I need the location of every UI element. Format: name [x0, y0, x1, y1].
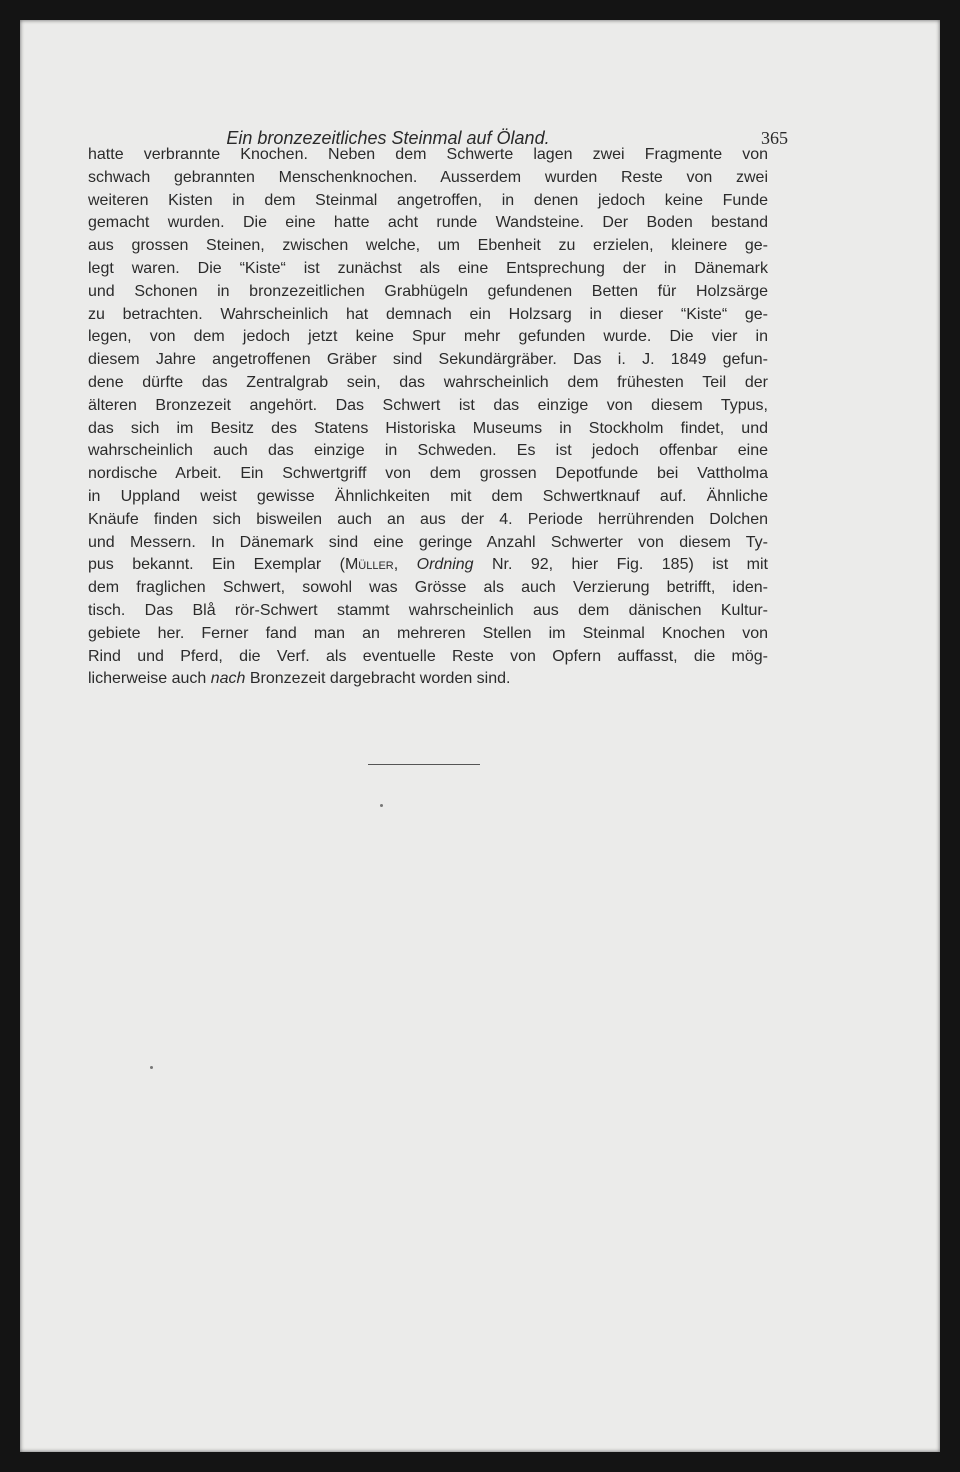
- scan-speck: [380, 804, 383, 807]
- text-line: legt waren. Die “Kiste“ ist zunächst als eine Entsprechung der in Dänemark: [88, 259, 768, 277]
- text-segment: licherweise auch: [88, 670, 211, 688]
- page-number: 365: [761, 128, 788, 148]
- text-line: gemacht wurden. Die eine hatte acht runde Wandsteine. Der Boden bestand: [88, 214, 768, 232]
- text-line: und Messern. In Dänemark sind eine geringe Anzahl Schwerter von diesem Ty-: [88, 533, 768, 551]
- text-segment: ,: [393, 556, 417, 574]
- text-line: aus grossen Steinen, zwischen welche, um Ebenheit zu erzielen, kleinere ge-: [88, 237, 768, 255]
- text-line: dem fraglichen Schwert, sowohl was Grösse als auch Verzierung betrifft, iden-: [88, 579, 768, 597]
- text-line: tisch. Das Blå rör-Schwert stammt wahrscheinlich aus dem dänischen Kultur-: [88, 601, 768, 619]
- text-line: dene dürfte das Zentralgrab sein, das wahrscheinlich dem frühesten Teil der: [88, 373, 768, 391]
- text-line: Rind und Pferd, die Verf. als eventuelle Reste von Opfern auffasst, die mög-: [88, 647, 768, 665]
- text-line: legen, von dem jedoch jetzt keine Spur mehr gefunden wurde. Die vier in: [88, 328, 768, 346]
- text-line: hatte verbrannte Knochen. Neben dem Schwerte lagen zwei Fragmente von: [88, 146, 768, 163]
- text-line: gebiete her. Ferner fand man an mehreren Stellen im Steinmal Knochen von: [88, 624, 768, 642]
- italic-word: nach: [210, 670, 246, 688]
- text-line-with-citation: [88, 554, 768, 577]
- text-line: weiteren Kisten in dem Steinmal angetroffen, in denen jedoch keine Funde: [88, 191, 768, 209]
- text-segment: Nr. 92, hier Fig. 185) ist mit: [473, 556, 768, 574]
- text-segment: pus bekannt. Ein Exemplar (: [88, 556, 345, 574]
- text-line: zu betrachten. Wahrscheinlich hat demnach ein Holzsarg in dieser “Kiste“ ge-: [88, 305, 768, 323]
- text-line: Knäufe finden sich bisweilen auch an aus der 4. Periode herrührenden Dolchen: [88, 510, 768, 528]
- text-line: nordische Arbeit. Ein Schwertgriff von dem grossen Depotfunde bei Vattholma: [88, 465, 768, 483]
- italic-work-title: Ordning: [416, 556, 474, 574]
- text-line: wahrscheinlich auch das einzige in Schweden. Es ist jedoch offenbar eine: [88, 442, 768, 460]
- text-line: in Uppland weist gewisse Ähnlichkeiten mit dem Schwertknauf auf. Ähnliche: [88, 487, 768, 505]
- text-line: das sich im Besitz des Statens Historiska Museums in Stockholm findet, und: [88, 419, 768, 437]
- text-segment: Bronzezeit dargebracht worden sind.: [245, 670, 511, 688]
- author-name: Müller: [344, 556, 394, 574]
- text-line: schwach gebrannten Menschenknochen. Ausserdem wurden Reste von zwei: [88, 168, 768, 186]
- text-line: älteren Bronzezeit angehört. Das Schwert ist das einzige von diesem Typus,: [88, 396, 768, 414]
- section-end-rule: [368, 764, 480, 765]
- body-text: [88, 144, 768, 691]
- text-line: und Schonen in bronzezeitlichen Grabhügeln gefundenen Betten für Holzsärge: [88, 282, 768, 300]
- running-title: Ein bronzezeitliches Steinmal auf Öland.: [226, 128, 550, 148]
- text-line-last: [88, 668, 768, 691]
- text-line: diesem Jahre angetroffenen Gräber sind Sekundärgräber. Das i. J. 1849 gefun-: [88, 351, 768, 369]
- scan-speck: [150, 1066, 153, 1069]
